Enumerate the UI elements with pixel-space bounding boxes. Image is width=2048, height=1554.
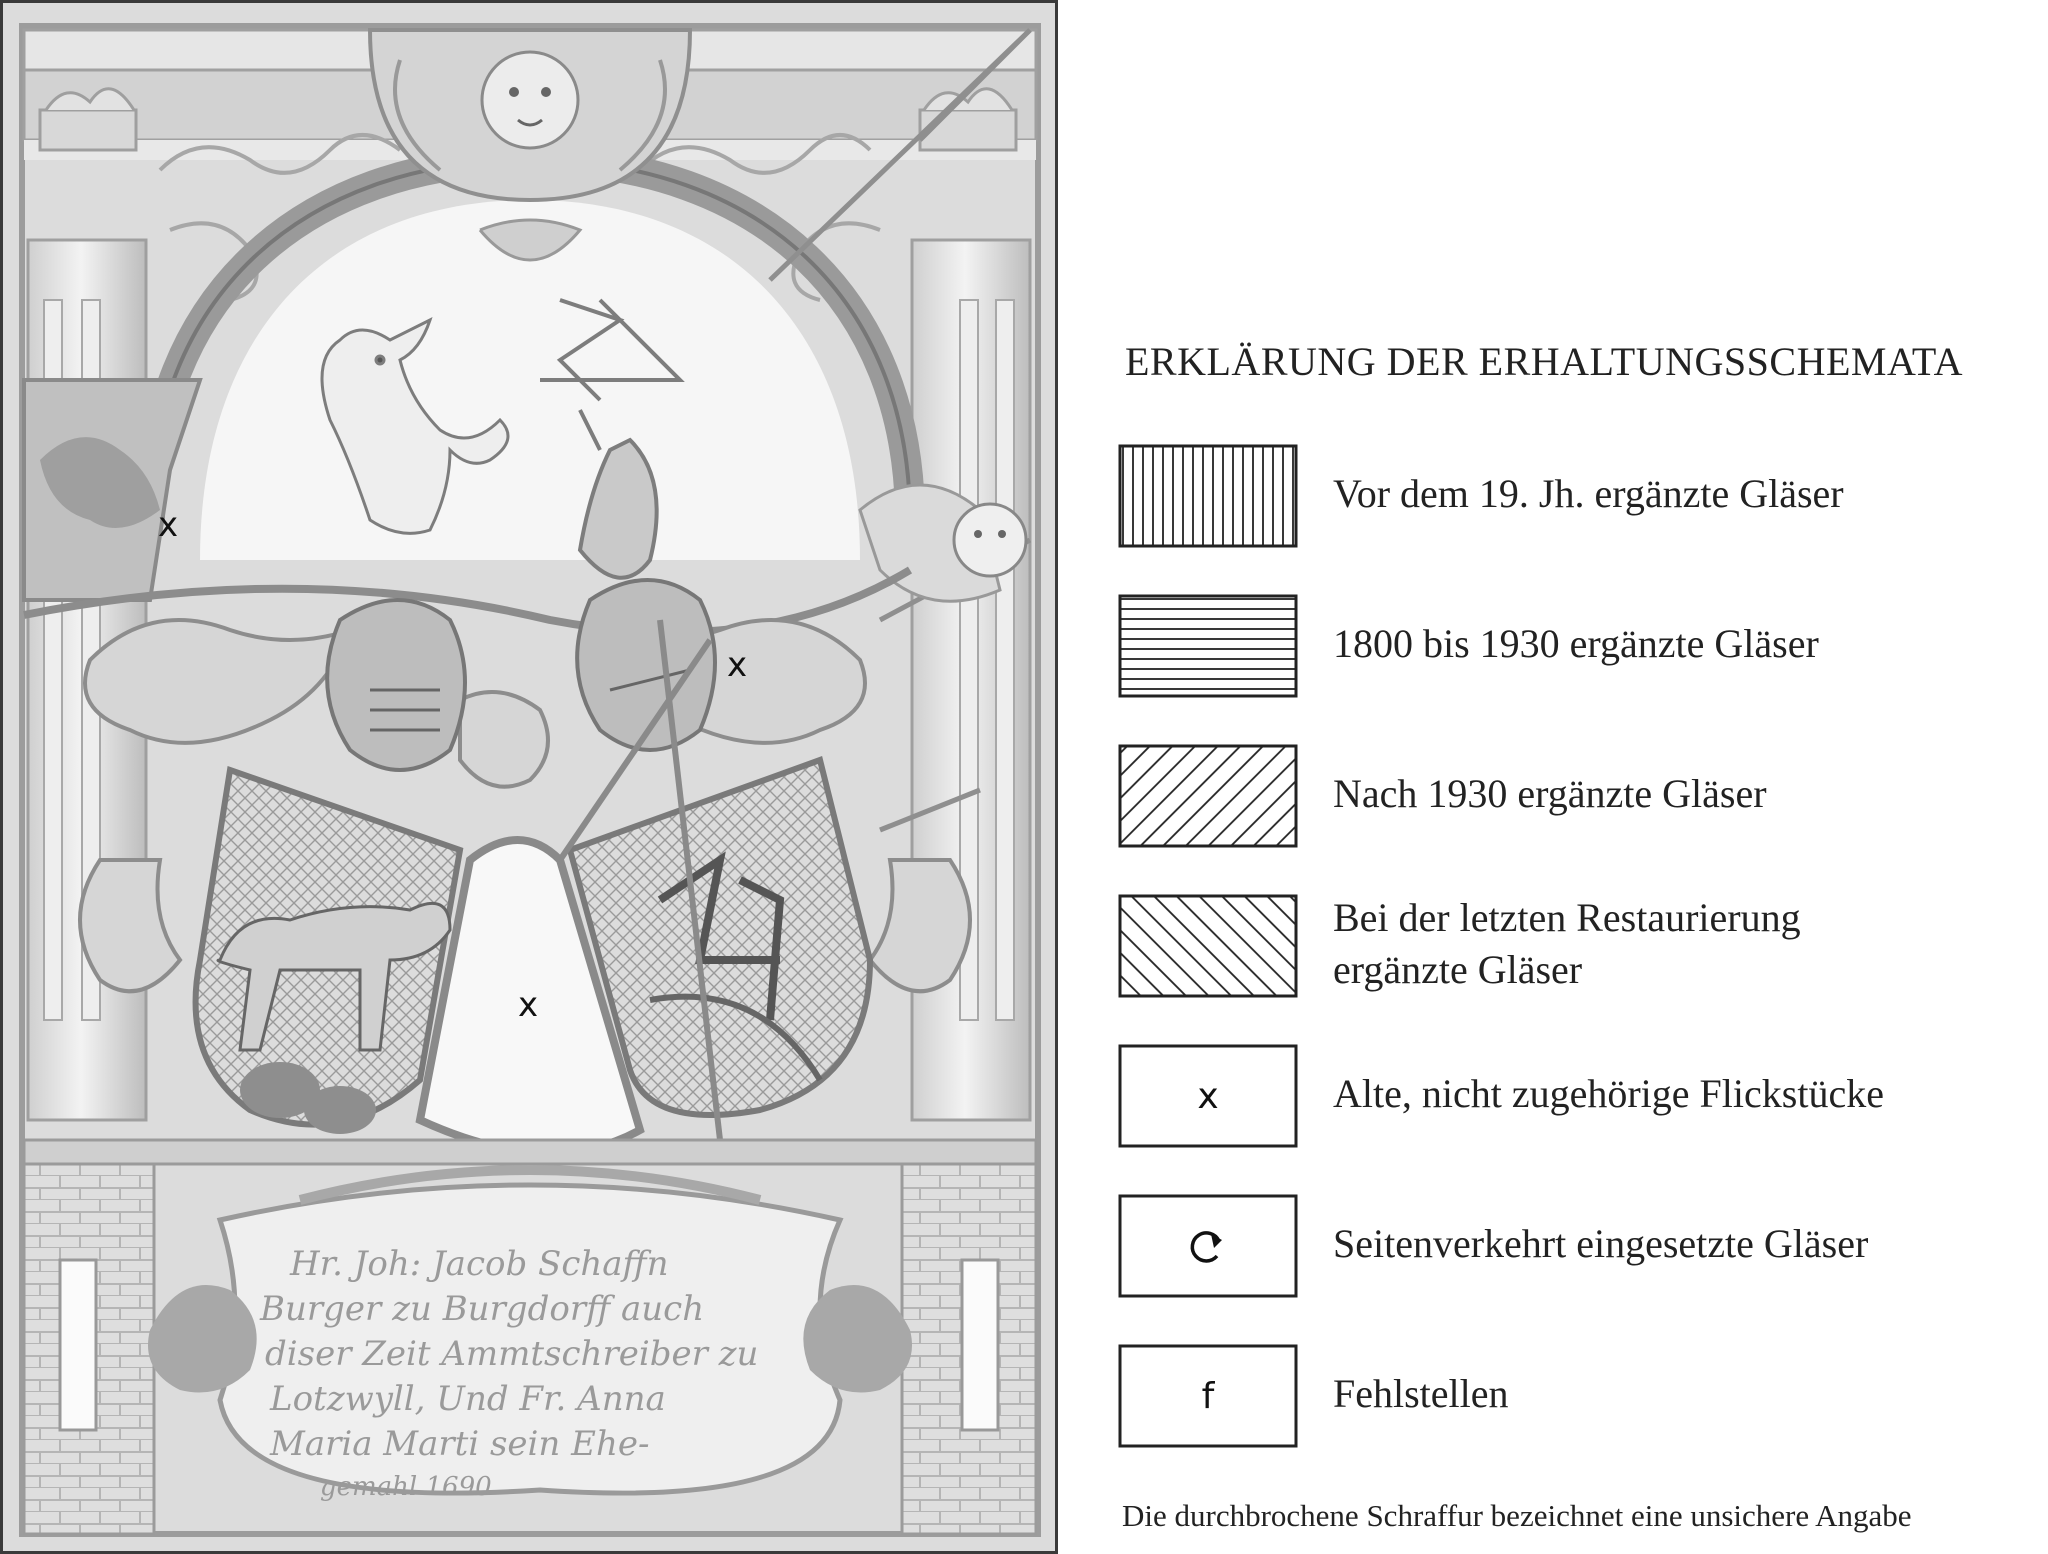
- marker-x-upper-right: x: [727, 645, 748, 685]
- legend-box-vertical-hatch: [1118, 444, 1298, 548]
- legend-box-x: [1118, 1044, 1298, 1148]
- legend-box-diagonal-up-hatch: [1118, 894, 1298, 998]
- legend-symbol-x: x: [1197, 1075, 1219, 1117]
- legend-box-f: [1118, 1344, 1298, 1448]
- marker-x-upper-left: x: [158, 505, 179, 545]
- svg-text:Maria Marti sein Ehe-: Maria Marti sein Ehe-: [270, 1424, 650, 1464]
- svg-text:Hr. Joh: Jacob Schaffn: Hr. Joh: Jacob Schaffn: [290, 1244, 669, 1284]
- legend-label-4a: Bei der letzten Restaurierung: [1333, 895, 1801, 940]
- svg-text:Burger zu Burgdorff auch: Burger zu Burgdorff auch: [260, 1289, 705, 1329]
- legend-label-4b: ergänzte Gläser: [1333, 947, 1583, 992]
- marker-x-center: x: [518, 985, 539, 1025]
- legend-box-rotate: [1118, 1194, 1298, 1298]
- helmet-left: [327, 600, 465, 770]
- legend-label-3: Nach 1930 ergänzte Gläser: [1333, 771, 1767, 816]
- legend-label-1: Vor dem 19. Jh. ergänzte Gläser: [1333, 471, 1844, 516]
- svg-text:gemahl 1690: gemahl 1690: [320, 1472, 492, 1502]
- legend-symbol-f: f: [1201, 1375, 1215, 1417]
- legend-title: ERKLÄRUNG DER ERHALTUNGSSCHEMATA: [1125, 339, 1964, 384]
- legend-label-2: 1800 bis 1930 ergänzte Gläser: [1333, 621, 1819, 666]
- svg-text:Lotzwyll, Und Fr. Anna: Lotzwyll, Und Fr. Anna: [270, 1379, 666, 1419]
- legend-box-diagonal-down-hatch: [1118, 744, 1298, 848]
- legend-label-7: Fehlstellen: [1333, 1371, 1509, 1416]
- legend-box-horizontal-hatch: [1118, 594, 1298, 698]
- legend-label-6: Seitenverkehrt eingesetzte Gläser: [1333, 1221, 1869, 1266]
- legend-footnote: Die durchbrochene Schraffur bezeichnet eine unsichere Angabe: [1122, 1498, 1912, 1533]
- legend-label-5: Alte, nicht zugehörige Flickstücke: [1333, 1071, 1884, 1116]
- svg-text:diser Zeit Ammtschreiber zu: diser Zeit Ammtschreiber zu: [265, 1334, 759, 1374]
